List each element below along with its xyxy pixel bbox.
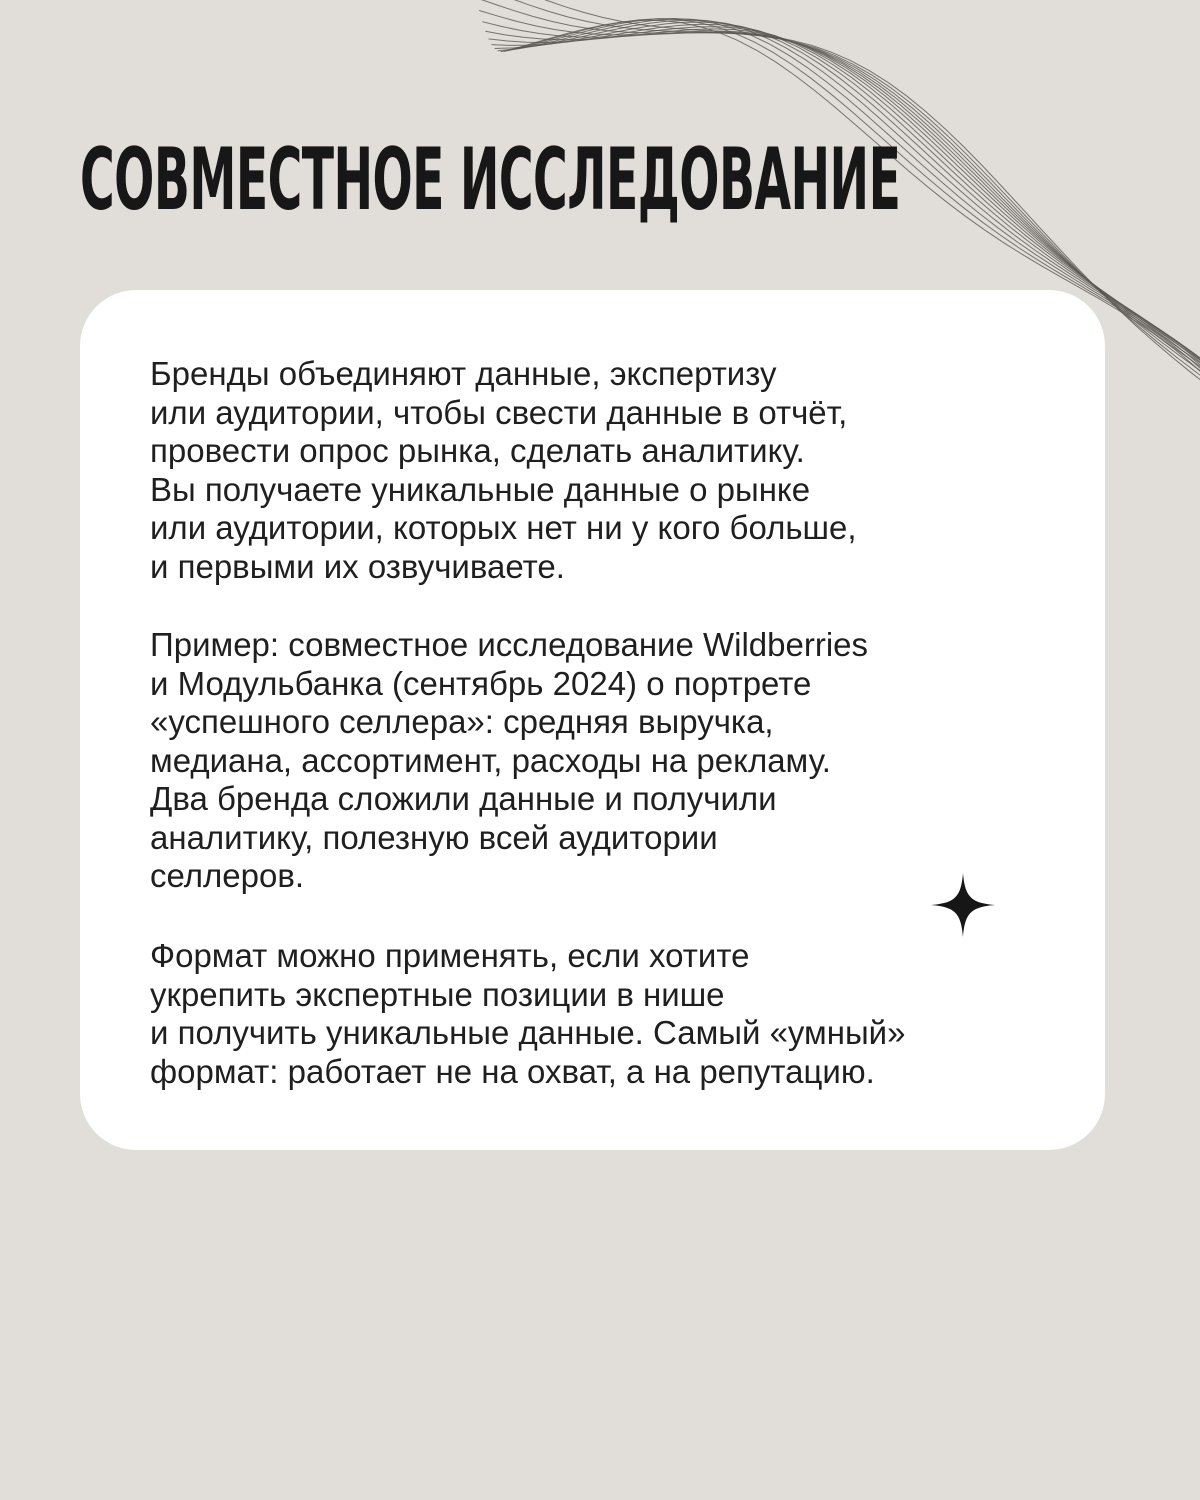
sparkle-icon xyxy=(931,873,995,937)
page-title: СОВМЕСТНОЕ ИССЛЕДОВАНИЕ xyxy=(80,130,901,230)
paragraph-example: Пример: совместное исследование Wildberries и Модульбанка (сентябрь 2024) о портрете «успешного селлера»: средняя выручка, медиана, ассортимент, расходы на рекламу. Два бренда сложили данные и получили аналитику, полезную всей аудитории селлеров. xyxy=(150,626,869,894)
paragraph-description: Бренды объединяют данные, экспертизу или аудитории, чтобы свести данные в отчёт, провести опрос рынка, сделать аналитику. Вы получаете уникальные данные о рынке или аудитории, которых нет ни у кого больше, и первыми их озвучиваете. xyxy=(150,355,857,585)
paragraph-conclusion: Формат можно применять, если хотите укрепить экспертные позиции в нише и получить уникальные данные. Самый «умный» формат: работает не на охват, а на репутацию. xyxy=(150,937,906,1090)
